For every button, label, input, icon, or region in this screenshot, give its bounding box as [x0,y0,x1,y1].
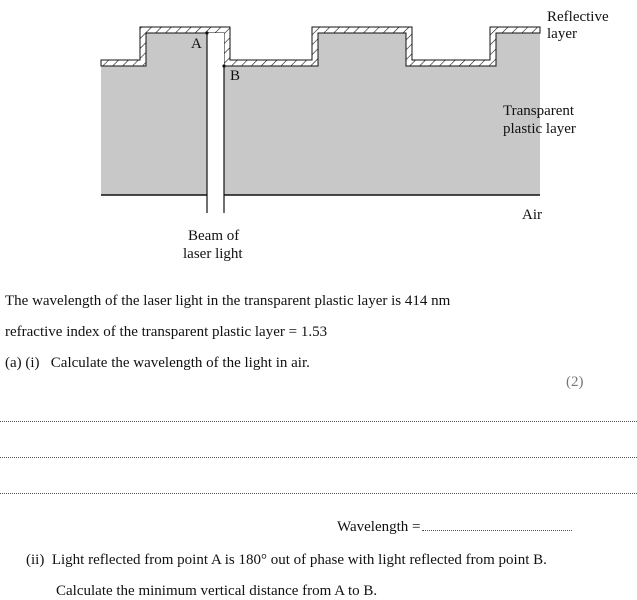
laser-beam [207,33,224,213]
label-air: Air [522,207,542,223]
label-reflective-1: Reflective [547,9,609,25]
answer-line-1[interactable] [0,421,637,422]
answer-line-3[interactable] [0,493,637,494]
label-beam-2: laser light [183,246,243,262]
question-a-ii: (ii) Light reflected from point A is 180° out of phase with light reflected from point B. [26,552,547,568]
label-point-b: B [230,68,241,84]
answer-line-2[interactable] [0,457,637,458]
label-plastic-2: plastic layer [503,121,576,137]
point-a-marker [205,31,208,34]
label-reflective-2: layer [547,26,577,42]
label-point-a: A [191,36,202,52]
pit-diagram [0,0,637,270]
question-a-ii-task: Calculate the minimum vertical distance from A to B. [56,583,378,599]
marks-label: (2) [566,374,584,390]
wavelength-answer-label: Wavelength = [337,519,421,535]
wavelength-answer-field[interactable] [422,518,572,531]
question-a-i: (a) (i) Calculate the wavelength of the light in air. [5,355,310,371]
label-beam-1: Beam of [188,228,240,244]
wavelength-answer [337,518,572,536]
refractive-index-text: refractive index of the transparent plastic layer = 1.53 [5,324,328,340]
point-b-marker [222,64,225,67]
plastic-layer [101,33,540,195]
label-plastic-1: Transparent [503,103,575,119]
question-intro: The wavelength of the laser light in the transparent plastic layer is 414 nm [5,293,451,309]
